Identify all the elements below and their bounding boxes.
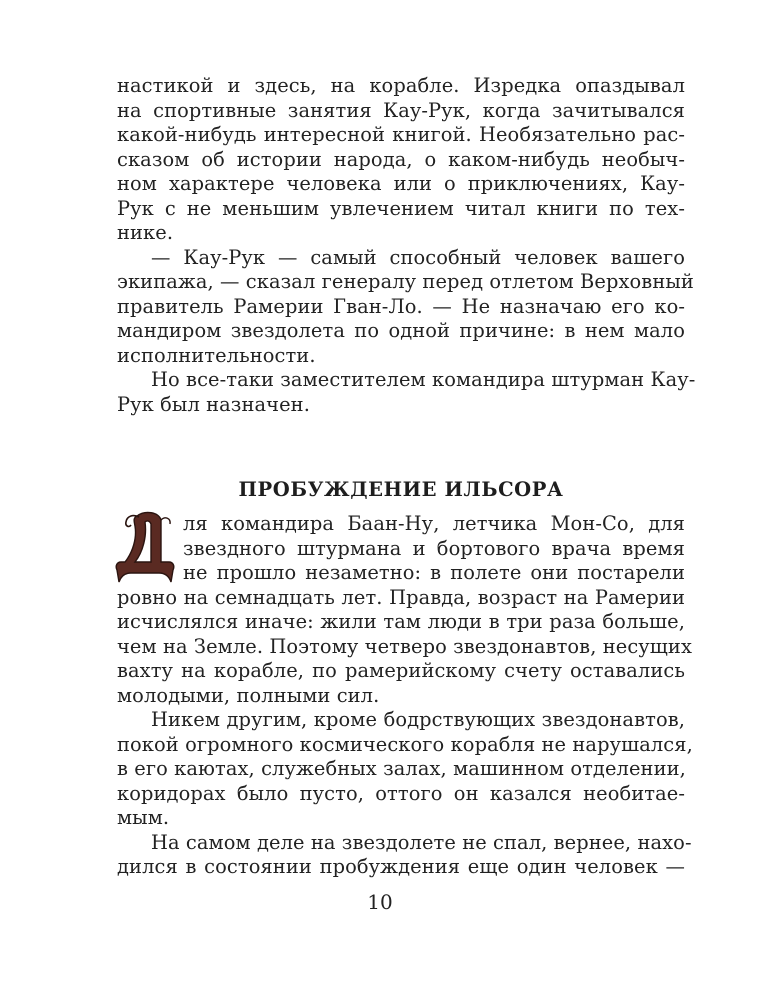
- drop-cap-letter-de-icon: [115, 510, 177, 586]
- text-line: молодыми, полными сил.: [117, 683, 380, 707]
- chapter-paragraph-1: [117, 512, 692, 708]
- text-line: исполнительности.: [117, 343, 316, 367]
- text-line: звездного штурмана и бортового врача время: [183, 536, 685, 560]
- text-line: экипажа, — сказал генералу перед отлетом Верховный: [117, 270, 694, 293]
- section-spacer: [117, 417, 685, 478]
- book-page: [117, 74, 696, 880]
- text-line: правитель Рамерии Гван-Ло. — Не назначаю его ко-: [117, 294, 685, 318]
- paragraph-top-2: [117, 245, 694, 369]
- text-line: нике.: [117, 221, 174, 244]
- chapter-paragraph-3: [117, 830, 692, 880]
- text-line: не прошло незаметно: в полете они постарели: [183, 561, 685, 584]
- text-line: Рук с не меньшим увлечением читал книги по тех-: [117, 196, 685, 220]
- text-line: мым.: [117, 806, 170, 829]
- text-line: коридорах было пусто, оттого он казался необитае-: [117, 781, 685, 805]
- paragraph-top-1: [117, 74, 685, 246]
- text-line: на спортивные занятия Кау-Рук, когда зачитывался: [117, 98, 685, 122]
- text-line: чем на Земле. Поэтому четверо звездонавтов, несущих: [117, 634, 692, 658]
- text-line: сказом об истории народа, о каком-нибудь необыч-: [117, 147, 685, 171]
- text-line: — Кау-Рук — самый способный человек вашего: [151, 245, 685, 269]
- paragraph-top-3: [117, 368, 696, 417]
- text-line: ля командира Баан-Ну, летчика Мон-Со, для: [183, 512, 685, 535]
- text-line: дился в состоянии пробуждения еще один человек —: [117, 855, 685, 878]
- chapter-title: ПРОБУЖДЕНИЕ ИЛЬСОРА: [238, 478, 564, 501]
- text-line: вахту на корабле, по рамерийскому счету оставались: [117, 659, 685, 682]
- text-line: в его каютах, служебных залах, машинном отделении,: [117, 757, 686, 780]
- text-line: ровно на семнадцать лет. Правда, возраст на Рамерии: [117, 585, 685, 609]
- text-line: Но все-таки заместителем командира штурман Кау-: [151, 368, 696, 391]
- chapter-paragraph-2: [117, 708, 693, 831]
- text-line: На самом деле на звездолете не спал, вернее, нахо-: [151, 830, 692, 854]
- text-line: какой-нибудь интересной книгой. Необязательно рас-: [117, 123, 685, 146]
- text-line: покой огромного космического корабля не нарушался,: [117, 732, 693, 756]
- text-line: ном характере человека или о приключениях, Кау-: [117, 172, 685, 195]
- page-number: 10: [367, 890, 393, 914]
- text-line: настикой и здесь, на корабле. Изредка опаздывал: [117, 74, 685, 97]
- text-line: исчислялся иначе: жили там люди в три раза больше,: [117, 610, 685, 633]
- text-line: Рук был назначен.: [117, 392, 310, 416]
- text-line: Никем другим, кроме бодрствующих звездонавтов,: [151, 708, 685, 731]
- text-line: мандиром звездолета по одной причине: в нем мало: [117, 319, 685, 342]
